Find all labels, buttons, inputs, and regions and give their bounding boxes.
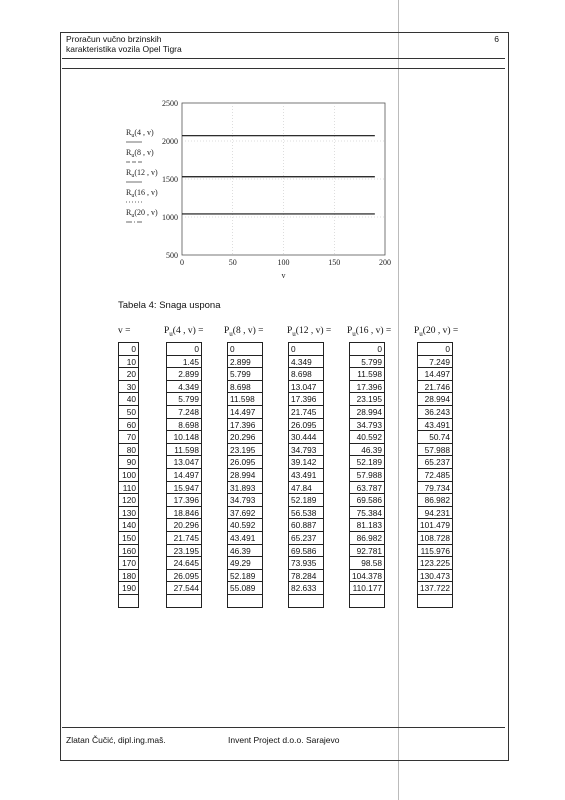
- table-cell: 50.74: [418, 431, 452, 444]
- table-cell: 0: [228, 343, 262, 356]
- column-values: [166, 342, 202, 608]
- y-tick-label: 2500: [162, 99, 178, 108]
- table-cell: 30.444: [289, 431, 323, 444]
- table-cell: 69.586: [350, 494, 384, 507]
- table-cell: 78.284: [289, 570, 323, 583]
- table-cell-empty: [350, 595, 384, 608]
- table-cell: 47.84: [289, 482, 323, 495]
- column-values: [227, 342, 263, 608]
- table-cell: 14.497: [167, 469, 201, 482]
- y-tick-label: 2000: [162, 137, 178, 146]
- x-tick-label: 150: [328, 258, 341, 267]
- table-cell: 21.745: [289, 406, 323, 419]
- table-cell: 8.698: [289, 368, 323, 381]
- table-cell: 43.491: [418, 419, 452, 432]
- table-cell: 26.095: [167, 570, 201, 583]
- x-tick-label: 200: [379, 258, 391, 267]
- table-cell: 14.497: [228, 406, 262, 419]
- table-cell: 65.237: [418, 456, 452, 469]
- legend-label: $R_u(20$ , v): [126, 208, 158, 219]
- table-cell: 17.396: [167, 494, 201, 507]
- legend-label: $R_u(16$ , v): [126, 188, 158, 199]
- table-cell: 43.491: [228, 532, 262, 545]
- table-cell: 150: [119, 532, 138, 545]
- table-cell: 40: [119, 393, 138, 406]
- table-cell: 26.095: [228, 456, 262, 469]
- table-cell: 92.781: [350, 545, 384, 558]
- table-cell: 57.988: [350, 469, 384, 482]
- table-cell: 40.592: [350, 431, 384, 444]
- x-tick-label: 0: [180, 258, 184, 267]
- table-cell: 10: [119, 356, 138, 369]
- table-column-p16: [349, 326, 391, 608]
- column-values: [118, 342, 139, 608]
- page-number: 6: [494, 34, 499, 44]
- table-cell: 104.378: [352, 570, 382, 581]
- table-cell: 5.799: [167, 393, 201, 406]
- table-cell: 70: [119, 431, 138, 444]
- table-cell: 37.692: [228, 507, 262, 520]
- table-cell: 34.793: [350, 419, 384, 432]
- table-cell: 137.722: [420, 583, 450, 594]
- table-cell: 28.994: [418, 393, 452, 406]
- table-cell: 8.698: [228, 381, 262, 394]
- table-cell-empty: [228, 595, 262, 608]
- table-cell: 7.249: [418, 356, 452, 369]
- x-tick-label: 50: [228, 258, 237, 267]
- table-cell: 0: [119, 343, 138, 356]
- table-cell: 82.633: [289, 582, 323, 595]
- table-cell: 52.189: [350, 456, 384, 469]
- table-cell: 60.887: [289, 519, 323, 532]
- column-header: $P_u(4$ , v) =: [164, 326, 204, 338]
- table-cell: 40.592: [228, 519, 262, 532]
- column-header: $P_u(12$ , v) =: [287, 326, 332, 338]
- table-cell: 46.39: [228, 545, 262, 558]
- table-cell: 52.189: [228, 570, 262, 583]
- table-column-p12: [288, 326, 331, 608]
- title-line-1: Proračun vučno brzinskih: [66, 34, 162, 44]
- table-cell: 4.349: [289, 356, 323, 369]
- table-cell: 5.799: [228, 368, 262, 381]
- table-cell: 31.893: [228, 482, 262, 495]
- table-cell: 28.994: [350, 406, 384, 419]
- table-cell: 73.935: [289, 557, 323, 570]
- table-cell: 50: [119, 406, 138, 419]
- x-tick-label: 100: [277, 258, 290, 267]
- table-cell: 11.598: [350, 368, 384, 381]
- table-cell: 17.396: [350, 381, 384, 394]
- x-axis-label: v: [281, 271, 286, 280]
- table-cell: 34.793: [289, 444, 323, 457]
- table-cell: 94.231: [418, 507, 452, 520]
- table-cell: 56.538: [289, 507, 323, 520]
- table-cell: 28.994: [228, 469, 262, 482]
- table-cell: 17.396: [228, 419, 262, 432]
- table-cell: 34.793: [228, 494, 262, 507]
- table-cell: 39.142: [289, 456, 323, 469]
- table-cell: 36.243: [418, 406, 452, 419]
- table-cell: 190: [119, 582, 138, 595]
- table-cell: 30: [119, 381, 138, 394]
- table-cell: 11.598: [228, 393, 262, 406]
- table-cell: 100: [119, 469, 138, 482]
- table-cell: 0: [350, 343, 384, 356]
- table-cell: 81.183: [350, 519, 384, 532]
- table-cell: 52.189: [289, 494, 323, 507]
- resistance-chart: [120, 95, 410, 285]
- table-cell: 24.645: [167, 557, 201, 570]
- table-cell: 110: [119, 482, 138, 495]
- y-tick-label: 1500: [162, 175, 178, 184]
- column-header: $P_u(20$ , v) =: [414, 326, 459, 338]
- table-cell: 108.728: [420, 532, 450, 543]
- table-cell: 5.799: [350, 356, 384, 369]
- table-cell: 2.899: [228, 356, 262, 369]
- y-tick-label: 500: [166, 251, 178, 260]
- table-cell: 90: [119, 456, 138, 469]
- table-cell: 20.296: [228, 431, 262, 444]
- table-cell: 18.846: [167, 507, 201, 520]
- column-values: [349, 342, 385, 608]
- table-column-v: [118, 326, 139, 608]
- document-title: [66, 34, 366, 54]
- page-header: [62, 34, 505, 59]
- table-cell-empty: [289, 595, 323, 608]
- table-cell: 120: [119, 494, 138, 507]
- table-cell: 160: [119, 545, 138, 558]
- table-cell: 26.095: [289, 419, 323, 432]
- table-cell: 65.237: [289, 532, 323, 545]
- table-cell: 69.586: [289, 545, 323, 558]
- table-cell: 23.195: [350, 393, 384, 406]
- table-cell: 43.491: [289, 469, 323, 482]
- footer-company: Invent Project d.o.o. Sarajevo: [228, 735, 340, 745]
- table-cell-empty: [418, 595, 452, 608]
- table-cell: 130.473: [420, 570, 450, 581]
- legend-label: $R_u(4$ , v): [126, 128, 154, 139]
- column-header: $P_u(16$ , v) =: [347, 326, 392, 338]
- table-cell: 1.45: [167, 356, 201, 369]
- table-cell: 27.544: [167, 582, 201, 595]
- table-cell: 14.497: [418, 368, 452, 381]
- y-tick-label: 1000: [162, 213, 178, 222]
- table-column-p4: [166, 326, 203, 608]
- legend-label: $R_u(12$ , v): [126, 168, 158, 179]
- column-values: [288, 342, 324, 608]
- table-cell: 2.899: [167, 368, 201, 381]
- table-column-p20: [414, 326, 459, 608]
- table-cell: 21.745: [167, 532, 201, 545]
- table-cell: 55.089: [228, 582, 262, 595]
- table-cell: 115.976: [418, 545, 452, 558]
- table-cell: 80: [119, 444, 138, 457]
- table-cell: 7.248: [167, 406, 201, 419]
- table-cell: 21.746: [418, 381, 452, 394]
- table-cell: 86.982: [418, 494, 452, 507]
- table-cell: 0: [418, 343, 452, 356]
- table-cell: 46.39: [350, 444, 384, 457]
- table-column-p8: [224, 326, 264, 608]
- table-cell: 79.734: [418, 482, 452, 495]
- table-cell: 0: [167, 343, 201, 356]
- table-cell: 23.195: [167, 545, 201, 558]
- table-cell: 4.349: [167, 381, 201, 394]
- column-header: $P_u(8$ , v) =: [224, 326, 264, 338]
- table-cell: 8.698: [167, 419, 201, 432]
- table-cell: 86.982: [350, 532, 384, 545]
- table-cell: 140: [119, 519, 138, 532]
- table-cell-empty: [167, 595, 201, 608]
- table-cell: 180: [119, 570, 138, 583]
- footer-author: Zlatan Čučić, dipl.ing.maš.: [66, 735, 166, 745]
- table-cell: 110.177: [350, 582, 384, 595]
- table-cell: 23.195: [228, 444, 262, 457]
- table-cell: 17.396: [289, 393, 323, 406]
- table-cell: 0: [289, 343, 323, 356]
- table-cell: 13.047: [289, 381, 323, 394]
- title-line-2: karakteristika vozila Opel Tigra: [66, 44, 182, 54]
- table-cell: 123.225: [420, 558, 450, 569]
- table-cell: 57.988: [418, 444, 452, 457]
- table-cell: 20: [119, 368, 138, 381]
- table-cell: 15.947: [167, 482, 201, 495]
- table-cell: 98.58: [350, 557, 384, 570]
- table-cell: 60: [119, 419, 138, 432]
- table-cell: 20.296: [167, 519, 201, 532]
- column-header: v =: [118, 326, 131, 336]
- table-cell: 101.479: [420, 520, 450, 531]
- table-cell: 72.485: [418, 469, 452, 482]
- table-cell: 75.384: [350, 507, 384, 520]
- table-cell: 49.29: [228, 557, 262, 570]
- table-cell: 11.598: [167, 444, 201, 457]
- table-cell: 170: [119, 557, 138, 570]
- column-values: [417, 342, 453, 608]
- table-cell: 10.148: [167, 431, 201, 444]
- table-cell: 63.787: [350, 482, 384, 495]
- table-cell: 13.047: [167, 456, 201, 469]
- legend-label: $R_u(8$ , v): [126, 148, 154, 159]
- table-title: Tabela 4: Snaga uspona: [118, 300, 221, 311]
- table-cell: 130: [119, 507, 138, 520]
- table-cell-empty: [119, 595, 138, 608]
